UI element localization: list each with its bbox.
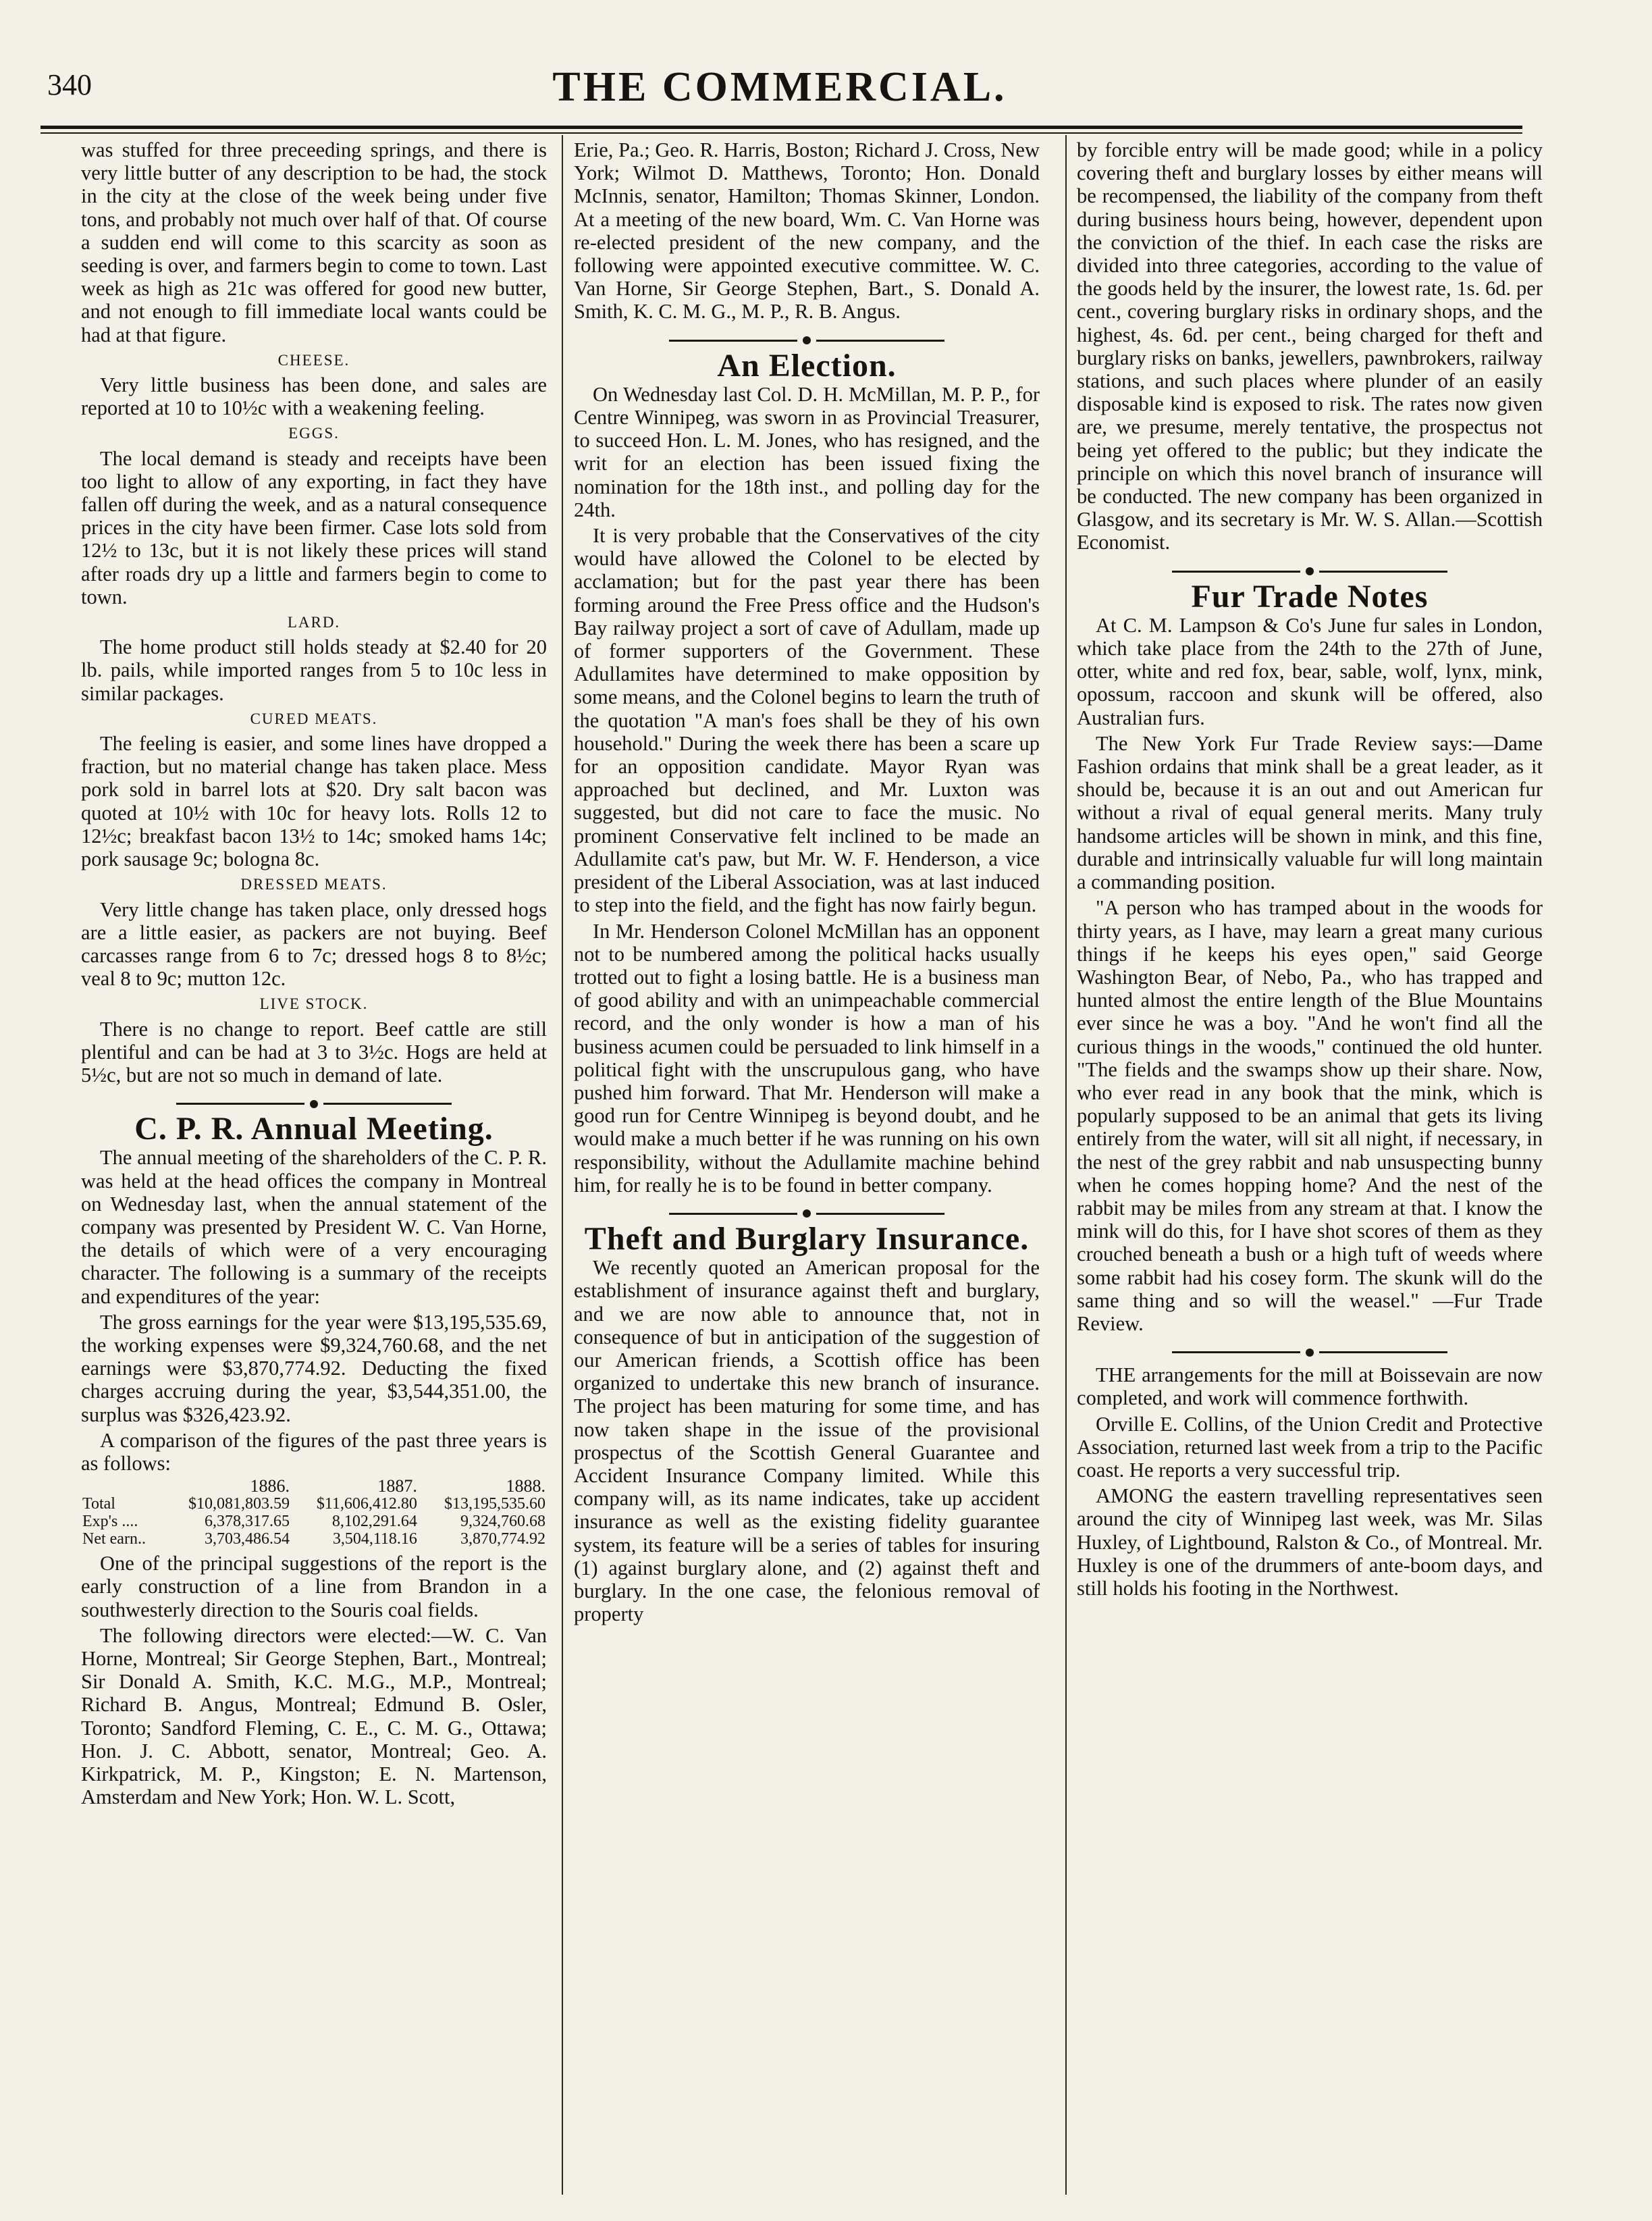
subhead-lard: LARD.: [287, 614, 341, 631]
section-separator: [1077, 1343, 1543, 1359]
page-header: [41, 62, 1519, 127]
table-cell: $13,195,535.60: [444, 1495, 545, 1513]
election-paragraph: On Wednesday last Col. D. H. McMillan, M. P. P., for Centre Winnipeg, was sworn in as Provincial Treasurer, to succeed Hon. L. M. Jones, who has resigned, and the writ for an election has been issued fixing the nomination for the 18th inst., and polling day for the 24th.: [574, 382, 1040, 521]
section-separator: [574, 332, 1040, 348]
subhead-cured-meats: CURED MEATS.: [250, 710, 378, 727]
column-3: [1077, 138, 1543, 1602]
header-rule-thin: [41, 132, 1522, 134]
market-eggs-text: The local demand is steady and receipts have been too light to allow of any exporting, in fact they have fallen off during the week, and as a natural consequence prices in the city have been firmer. Case lots sold from 12½ to 13c, but it is not likely these prices will stand after roads dry up a little and farmers begin to come to town.: [81, 446, 547, 608]
column-2: [574, 138, 1040, 1628]
earnings-comparison-table: [81, 1478, 547, 1548]
headline-fur-trade: Fur Trade Notes: [1191, 578, 1429, 615]
insurance-paragraph: We recently quoted an American proposal for the establishment of insurance against theft and burglary, and we are now able to announce that, not in consequence of but in anticipation of the suggestion of our American friends, a Scottish office has been organized to undertake this new branch of insurance. The project has been maturing for some time, and has now taken shape in the issue of the provisional prospectus of the Scottish General Guarantee and Accident Insurance Company limited. While this company will, as its name indicates, take up accident insurance as well as the existing fidelity guarantee system, its feature will be a series of tables for insuring (1) against burglary alone, and (2) against theft and burglary. In the one case, the felonious removal of property: [574, 1256, 1040, 1626]
table-cell: $10,081,803.59: [188, 1495, 290, 1513]
column-1: [81, 138, 547, 1811]
table-cell: 8,102,291.64: [331, 1513, 417, 1531]
table-row: [81, 1530, 547, 1548]
market-dressed-meats-text: Very little change has taken place, only dressed hogs are a little easier, as packers are not buying. Beef carcasses range from 6 to 7c; dressed hogs 8 to 8½c; veal 8 to 9c; mutton 12c.: [81, 897, 547, 991]
cpr-paragraph: The annual meeting of the shareholders of the C. P. R. was held at the head offices the company in Montreal on Wednesday last, when the annual statement of the company was presented by President W. C. Van Horne, the details of which were of a very encouraging character. The following is a summary of the receipts and expenditures of the year:: [81, 1146, 547, 1308]
row-label: Total: [82, 1495, 115, 1513]
news-note: AMONG the eastern travelling representatives seen around the city of Winnipeg last week, was Mr. Silas Huxley, of Lightbound, Ralston & Co., of Montreal. Mr. Huxley is one of the drummers of ante-boom days, and still holds his footing in the Northwest.: [1077, 1484, 1543, 1600]
column-divider: [1065, 135, 1067, 2195]
fur-paragraph: The New York Fur Trade Review says:—Dame Fashion ordains that mink shall be a great leader, as it should be, because it is an out and out American fur without a rival of equal general merits. Many truly handsome articles will be shown in mink, and this fine, durable and intrinsically valuable fur will long maintain a commanding position.: [1077, 731, 1543, 894]
section-separator: [81, 1095, 547, 1111]
table-cell: 9,324,760.68: [460, 1513, 545, 1531]
cpr-paragraph: The following directors were elected:—W. C. Van Horne, Montreal; Sir George Stephen, Bart., Montreal; Sir Donald A. Smith, K.C. M.G., M.P., Montreal; Richard B. Angus, Montreal; Edmund B. Osler, Toronto; Sandford Fleming, C. E., C. M. G., Ottawa; Hon. J. C. Abbott, senator, Montreal; Geo. A. Kirkpatrick, M. P., Kingston; E. N. Martenson, Amsterdam and New York; Hon. W. L. Scott,: [81, 1623, 547, 1809]
table-cell: 3,504,118.16: [332, 1530, 417, 1548]
subhead-eggs: EGGS.: [288, 425, 340, 442]
news-note: THE arrangements for the mill at Boissevain are now completed, and work will commence forthwith.: [1077, 1363, 1543, 1410]
column-divider: [562, 135, 563, 2195]
fur-paragraph: At C. M. Lampson & Co's June fur sales in London, which take place from the 24th to the 27th of June, otter, white and red fox, bear, sable, wolf, lynx, mink, opossum, raccoon and skunk will be offered, also Australian furs.: [1077, 613, 1543, 729]
election-paragraph: In Mr. Henderson Colonel McMillan has an opponent not to be numbered among the political hacks usually trotted out to fight a losing battle. He is a business man of good ability and with an unimpeachable commercial record, and the only wonder is how a man of his business acumen could be persuaded to link himself in a political fight with the unscrupulous gang, who have pushed him forward. That Mr. Henderson will make a good run for Centre Winnipeg is beyond doubt, and he would make a much better if he was running on his own responsibility, without the Adullamite machine behind him, for really he is to be found in better company.: [574, 919, 1040, 1197]
page-number: 340: [47, 68, 92, 101]
subhead-live-stock: LIVE STOCK.: [259, 995, 369, 1013]
table-cell: $11,606,412.80: [316, 1495, 417, 1513]
header-rule: [41, 126, 1522, 129]
year-header: 1888.: [506, 1476, 545, 1496]
cpr-paragraph: The gross earnings for the year were $13,195,535.69, the working expenses were $9,324,760.68, and the net earnings were $3,870,774.92. Deducting the fixed charges accruing during the year, $3,544,351.00, the surplus was $326,423.92.: [81, 1310, 547, 1426]
market-live-stock-text: There is no change to report. Beef cattle are still plentiful and can be had at 3 to 3½c. Hogs are held at 5½c, but are not so much in demand of late.: [81, 1017, 547, 1087]
market-cured-meats-text: The feeling is easier, and some lines have dropped a fraction, but no material change has taken place. Mess pork sold in barrel lots at $20. Dry salt bacon was quoted at 10½ with 10c for heavy lots. Rolls 12 to 12½c; breakfast bacon 13½ to 14c; smoked hams 14c; pork sausage 9c; bologna 8c.: [81, 732, 547, 871]
table-row: [81, 1513, 547, 1530]
cpr-continued-text: Erie, Pa.; Geo. R. Harris, Boston; Richard J. Cross, New York; Wilmot D. Matthews, Toronto; Hon. Donald McInnis, senator, Hamilton; Thomas Skinner, London. At a meeting of the new board, Wm. C. Van Horne was re-elected president of the new company, and the following were appointed executive committee. W. C. Van Horne, Sir George Stephen, Bart., S. Donald A. Smith, K. C. M. G., M. P., R. B. Angus.: [574, 138, 1040, 323]
section-separator: [574, 1205, 1040, 1221]
table-cell: 6,378,317.65: [204, 1513, 290, 1531]
headline-cpr-meeting: C. P. R. Annual Meeting.: [134, 1111, 494, 1147]
subhead-cheese: CHEESE.: [277, 351, 350, 369]
table-cell: 3,703,486.54: [204, 1530, 290, 1548]
subhead-dressed-meats: DRESSED MEATS.: [240, 876, 388, 893]
market-cheese-text: Very little business has been done, and sales are reported at 10 to 10½c with a weakening feeling.: [81, 373, 547, 420]
news-note: Orville E. Collins, of the Union Credit and Protective Association, returned last week from a trip to the Pacific coast. He reports a very successful trip.: [1077, 1412, 1543, 1482]
market-butter-text: was stuffed for three preceeding springs, and there is very little butter of any description to be had, the stock in the city at the close of the week being under five tons, and probably not much over half of that. Of course a sudden end will come to this scarcity as soon as seeding is over, and farmers begin to come to town. Last week as high as 21c was offered for good new butter, and not enough to fill immediate local wants could be had at that figure.: [81, 138, 547, 346]
cpr-paragraph: A comparison of the figures of the past three years is as follows:: [81, 1428, 547, 1475]
insurance-continued-text: by forcible entry will be made good; while in a policy covering theft and burglary losses by either means will be recompensed, the liability of the company from theft during business hours being, however, dependent upon the conviction of the thief. In each case the risks are divided into three categories, according to the value of the goods held by the insurer, the lowest rate, 1s. 6d. per cent., covering burglary risks in ordinary shops, and the highest, 4s. 6d. per cent., being charged for theft and burglary risks on banks, jewellers, pawnbrokers, railway stations, and such places where plunder of an easily disposable kind is exposed to risk. The rates now given are, we presume, merely tentative, the prospectus not being yet offered to the public; but they indicate the principle on which this novel branch of insurance will be conducted. The new company has been organized in Glasgow, and its secretary is Mr. W. S. Allan.—Scottish Economist.: [1077, 138, 1543, 554]
masthead-title: THE COMMERCIAL.: [552, 64, 1007, 110]
year-header: 1886.: [250, 1476, 290, 1496]
market-lard-text: The home product still holds steady at $2.40 for 20 lb. pails, while imported ranges from 5 to 10c less in similar packages.: [81, 635, 547, 705]
fur-paragraph: "A person who has tramped about in the woods for thirty years, as I have, may learn a great many curious things if he keeps his eyes open," said George Washington Bear, of Nebo, Pa., who has trapped and hunted almost the entire length of the Blue Mountains ever since he was a boy. "And he won't find all the curious things in the woods," continued the old hunter. "The fields and the swamps show up their share. Now, who ever read in any book that the mink, which is popularly supposed to be an animal that gets its living entirely from the water, will sit all night, if necessary, in the nest of the grey rabbit and nab unsuspecting bunny when he comes hopping home? And the nest of the rabbit may be miles from any stream at that. I know the mink will do this, for I have shot scores of them as they crouched beneath a bush or a high tuft of weeds where some rabbit had his cosey form. The skunk will do the same thing and so will the weasel." —Fur Trade Review.: [1077, 896, 1543, 1335]
table-cell: 3,870,774.92: [460, 1530, 545, 1548]
year-header: 1887.: [377, 1476, 417, 1496]
cpr-paragraph: One of the principal suggestions of the report is the early construction of a line from Brandon in a southwesterly direction to the Souris coal fields.: [81, 1552, 547, 1621]
headline-theft-insurance: Theft and Burglary Insurance.: [584, 1220, 1030, 1257]
row-label: Net earn..: [82, 1530, 146, 1548]
headline-election: An Election.: [717, 347, 897, 384]
table-row: [81, 1495, 547, 1513]
section-separator: [1077, 563, 1543, 579]
election-paragraph: It is very probable that the Conservatives of the city would have allowed the Colonel to be elected by acclamation; but for the past year there has been forming around the Free Press office and the Hudson's Bay railway project a sort of cave of Adullam, made up of former supporters of the Government. These Adullamites have determined to make opposition by some means, and the Colonel begins to learn the truth of the quotation "A man's foes shall be they of his own household." During the week there has been a scare up for an opposition candidate. Mayor Ryan was approached but declined, and Mr. Luxton was suggested, but did not care to face the music. No prominent Conservative felt inclined to be made an Adullamite cat's paw, but Mr. W. F. Henderson, a vice president of the Liberal Association, was at last induced to step into the field, and the fight has now fairly begun.: [574, 524, 1040, 917]
table-header-row: [81, 1478, 547, 1495]
row-label: Exp's ....: [82, 1513, 138, 1531]
